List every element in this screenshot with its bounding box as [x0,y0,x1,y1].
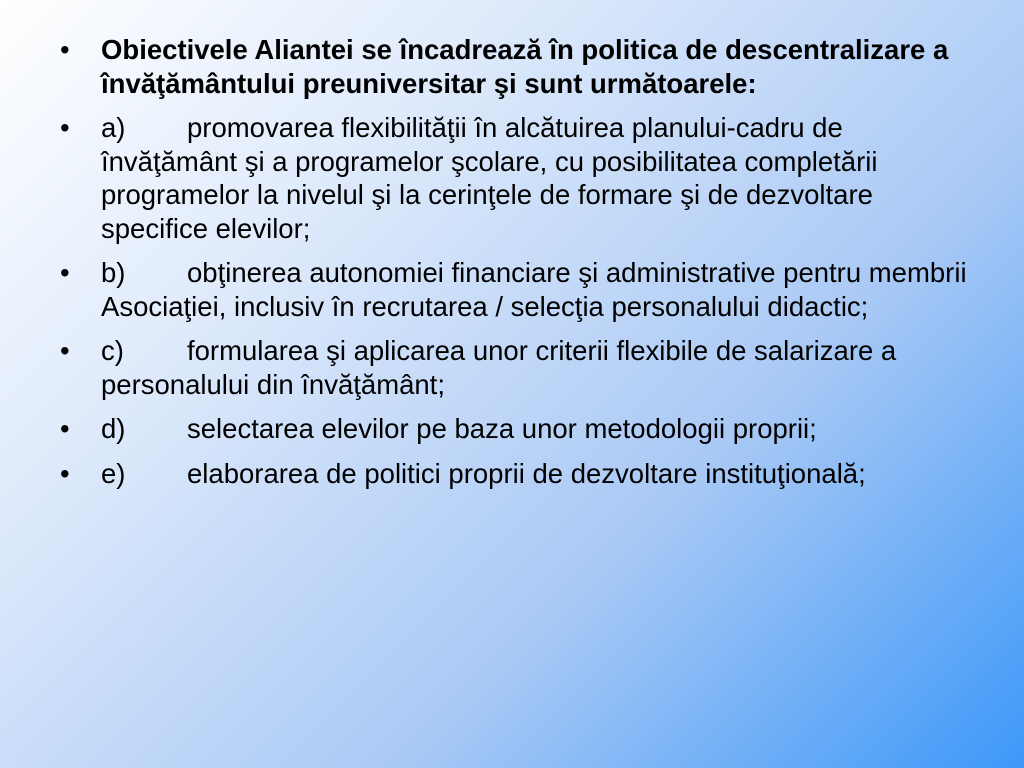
item-text-a: promovarea flexibilităţii în alcătuirea planului-cadru de învăţământ şi a programelor şcolare, cu posibilitatea completării programelor la nivelul şi la cerinţele de formare şi de dezvoltare specifice elevilor; [101,112,878,244]
bullet-dot-icon: • [60,457,70,489]
intro-bullet [0,33,1024,100]
item-label-a: a) [101,112,126,143]
item-text-d: selectarea elevilor pe baza unor metodologii proprii; [187,413,817,444]
item-label-e: e) [101,457,126,489]
bullet-dot-icon: • [60,257,70,288]
slide-body [0,33,1024,501]
objective-item-d [0,412,1024,446]
objective-item-c [0,334,1024,401]
item-text-b: obţinerea autonomiei financiare şi administrative pentru membrii Asociaţiei, inclusiv în recrutarea / selecţia personalului didactic; [101,257,967,322]
bullet-dot-icon: • [60,34,70,65]
item-label-b: b) [101,257,126,288]
intro-text: Obiectivele Aliantei se încadrează în politica de descentralizare a învăţământului preuniversitar şi sunt următoarele: [101,34,949,99]
item-text-e: elaborarea de politici proprii de dezvoltare instituţională; [187,457,866,489]
item-label-c: c) [101,335,124,366]
item-text-c: formularea şi aplicarea unor criterii flexibile de salarizare a personalului din învăţământ; [101,335,897,400]
bullet-dot-icon: • [60,335,70,366]
objective-item-b [0,256,1024,323]
item-label-d: d) [101,413,126,444]
bullet-list [0,33,1024,490]
bullet-dot-icon: • [60,413,70,444]
objective-item-a [0,111,1024,245]
bullet-dot-icon: • [60,112,70,143]
objective-item-e [0,457,1024,491]
